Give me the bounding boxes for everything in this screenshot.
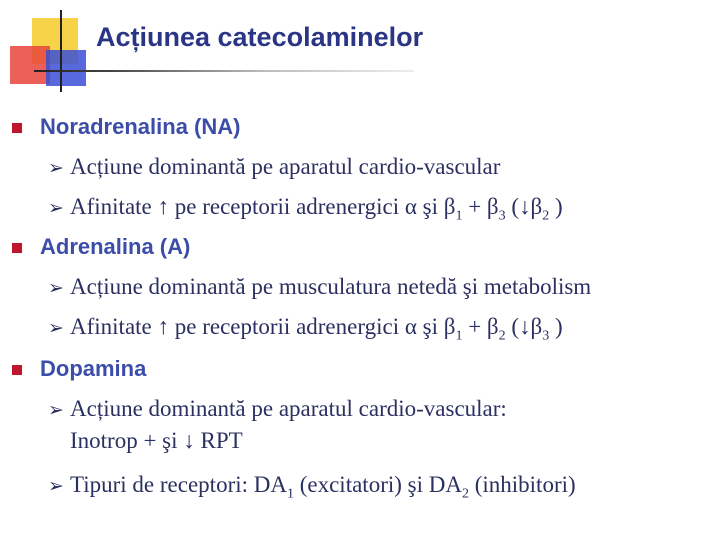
arrow-bullet-icon: ➢: [48, 157, 64, 179]
sub-point: ➢ Afinitate ↑ pe receptorii adrenergici α şi $\beta_1 + \beta_2$ ($↓\beta_3$ ): [48, 314, 563, 344]
red-square: [10, 46, 50, 84]
arrow-bullet-icon: ➢: [48, 399, 64, 421]
section-heading-dopamina: Dopamina: [40, 356, 147, 381]
arrow-bullet-icon: ➢: [48, 475, 64, 497]
sub-point: ➢ Acțiune dominantă pe aparatul cardio-vascular:: [48, 396, 507, 421]
arrow-bullet-icon: ➢: [48, 277, 64, 299]
section-heading-na: Noradrenalina (NA): [40, 114, 241, 139]
sub-point: ➢ Acțiune dominantă pe musculatura netedă şi metabolism: [48, 274, 592, 299]
vertical-line: [60, 10, 62, 92]
decorative-logo: [0, 0, 110, 100]
title-underline: [34, 70, 414, 72]
sub-point: ➢ Afinitate ↑ pe receptorii adrenergici α şi $\beta_1 + \beta_3$ ($↓\beta_2$ ): [48, 194, 563, 224]
bullet-square-icon: [12, 123, 22, 133]
sub-point-continuation: Inotrop + şi ↓ RPT: [70, 428, 243, 453]
blue-square: [46, 50, 86, 86]
section-heading-a: Adrenalina (A): [40, 234, 191, 259]
arrow-bullet-icon: ➢: [48, 197, 64, 219]
bullet-square-icon: [12, 365, 22, 375]
sub-point: ➢ Acțiune dominantă pe aparatul cardio-vascular: [48, 154, 501, 179]
arrow-bullet-icon: ➢: [48, 317, 64, 339]
sub-point: ➢ Tipuri de receptori: $DA_1$ (excitatori) şi $DA_2$ (inhibitori): [48, 472, 576, 502]
slide-title: Acțiunea catecolaminelor: [96, 22, 424, 52]
bullet-square-icon: [12, 243, 22, 253]
